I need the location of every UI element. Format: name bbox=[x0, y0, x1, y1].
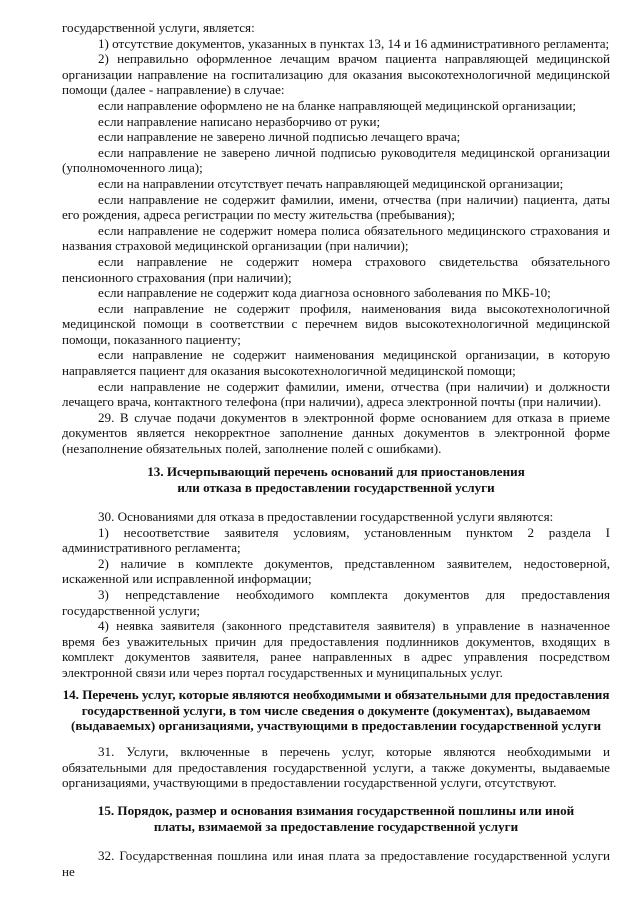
section-15-body bbox=[62, 848, 610, 879]
list-item: если на направлении отсутствует печать направляющей медицинской организации; bbox=[98, 175, 564, 191]
list-item: 2) наличие в комплекте документов, представленном заявителем, недостоверной, искаженной или исправленной информации; bbox=[62, 555, 610, 587]
list-item: если направление не содержит наименования медицинской организации, в которую направляется пациент для оказания высокотехнологичной медицинской помощи; bbox=[62, 347, 610, 379]
list-item: если направление не содержит фамилии, имени, отчества (при наличии) пациента, даты его рождения, адреса регистрации по месту жительства (пребывания); bbox=[62, 191, 610, 223]
list-item: 3) непредставление необходимого комплекта документов для предоставления государственной услуги; bbox=[62, 586, 610, 618]
paragraph-31: 31. Услуги, включенные в перечень услуг, которые являются необходимыми и обязательными для предоставления государственной услуги, а также документы, выдаваемые организациями, участвующими в предоставлении государственной услуги, отсутствуют. bbox=[62, 744, 610, 791]
heading-line: 15. Порядок, размер и основания взимания государственной пошлины или иной bbox=[97, 803, 575, 818]
list-item: если направление не содержит номера страхового свидетельства обязательного пенсионного страхования (при наличии); bbox=[62, 253, 610, 285]
paragraph-29: 29. В случае подачи документов в электронной форме основанием для отказа в приеме документов является некорректное заполнение данных документов в электронной форме (незаполнение обязательных полей, заполнение полей с ошибками). bbox=[62, 409, 610, 457]
section-15-heading bbox=[62, 803, 610, 834]
list-item: если направление написано неразборчиво от руки; bbox=[98, 113, 381, 129]
paragraph: государственной услуги, является: bbox=[62, 20, 255, 35]
list-item: 4) неявка заявителя (законного представителя заявителя) в управление в назначенное время без уважительных причин для предоставления подлинников документов, входящих в комплект документов заявителя, ранее направленных в адрес управления посредством электронной связи или через портал государственных и муниципальных услуг. bbox=[62, 618, 610, 680]
section-13-heading bbox=[62, 464, 610, 495]
heading-line: 14. Перечень услуг, которые являются необходимыми и обязательными для предоставления bbox=[62, 687, 610, 702]
heading-line: или отказа в предоставлении государственной услуги bbox=[177, 479, 495, 495]
list-item: если направление не содержит номера полиса обязательного медицинского страхования и названия страховой медицинской организации (при наличии); bbox=[62, 222, 610, 254]
section-14-body bbox=[62, 744, 610, 791]
paragraph-30: 30. Основаниями для отказа в предоставлении государственной услуги являются: bbox=[98, 509, 554, 524]
list-item: если направление оформлено не на бланке направляющей медицинской организации; bbox=[98, 97, 577, 113]
list-item: 1) отсутствие документов, указанных в пунктах 13, 14 и 16 административного регламента; bbox=[98, 35, 610, 51]
list-item: если направление не содержит профиля, наименования вида высокотехнологичной медицинской помощи в соответствии с перечнем видов высокотехнологичной медицинской помощи, показанного пациенту; bbox=[62, 300, 610, 347]
paragraph-32: 32. Государственная пошлина или иная плата за предоставление государственной услуги не bbox=[62, 848, 610, 879]
heading-line: 13. Исчерпывающий перечень оснований для приостановления bbox=[147, 464, 525, 479]
list-item: 2) неправильно оформленное лечащим врачом пациента направляющей медицинской организации направление на госпитализацию для оказания высокотехнологичной медицинской помощи (далее - направление) в случае: bbox=[62, 51, 610, 98]
list-item: если направление не содержит кода диагноза основного заболевания по МКБ-10; bbox=[98, 285, 551, 301]
section-12-continuation bbox=[62, 20, 610, 457]
heading-line: государственной услуги, в том числе сведения о документе (документах), выдаваемом bbox=[81, 702, 591, 718]
list-item: если направление не содержит фамилии, имени, отчества (при наличии) и должности лечащего врача, контактного телефона (при наличии), адреса электронной почты (при наличии). bbox=[62, 378, 610, 410]
list-item: 1) несоответствие заявителя условиям, установленным пунктом 2 раздела I административного регламента; bbox=[62, 524, 610, 556]
section-13-body bbox=[62, 509, 610, 681]
section-14-heading bbox=[48, 687, 624, 734]
list-item: если направление не заверено личной подписью лечащего врача; bbox=[98, 129, 461, 145]
list-item: если направление не заверено личной подписью руководителя медицинской организации (уполномоченного лица); bbox=[62, 144, 610, 176]
heading-line: платы, взимаемой за предоставление государственной услуги bbox=[153, 818, 519, 834]
heading-line: (выдаваемых) организациями, участвующими в предоставлении государственной услуги bbox=[70, 718, 601, 734]
